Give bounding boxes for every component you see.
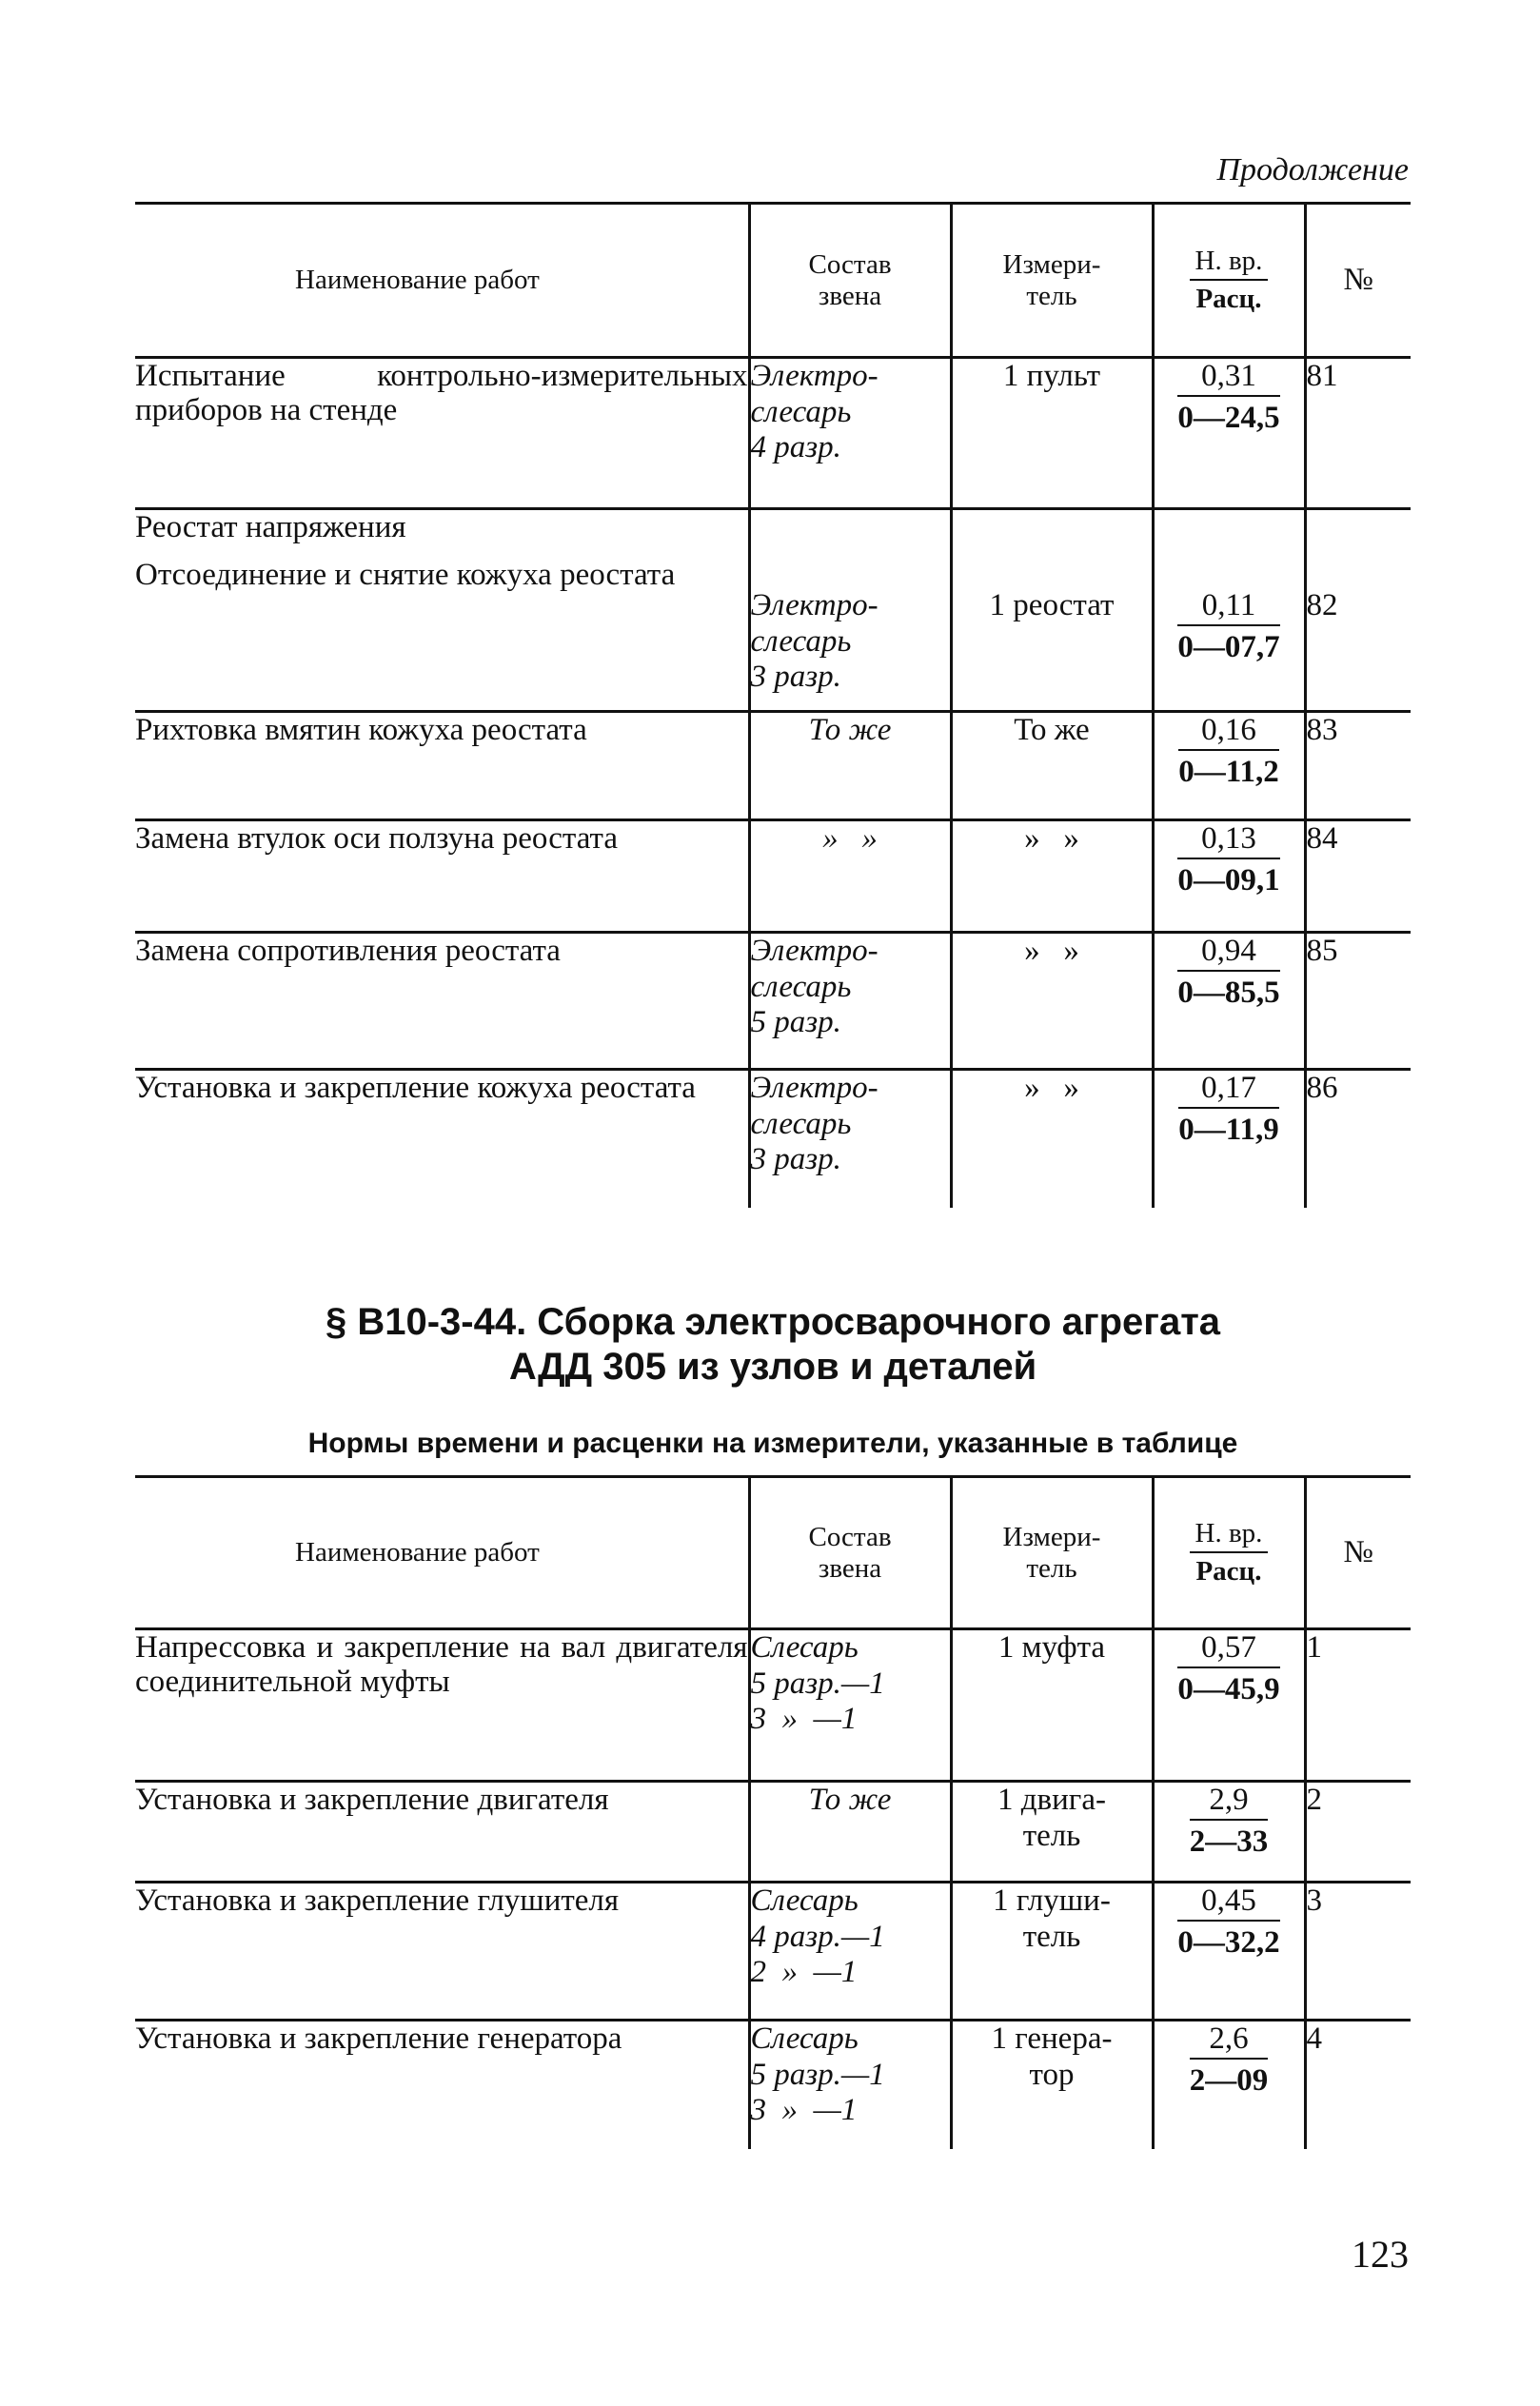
crew-line: 4 разр.—1	[750, 1919, 885, 1954]
measure-cell: » »	[951, 933, 1153, 1070]
norm-time: 0,16	[1178, 713, 1278, 751]
rate: 0—24,5	[1177, 401, 1280, 436]
section-title-line2: АДД 305 из узлов и деталей	[508, 1346, 1037, 1389]
header-measure-line2: тель	[1026, 1552, 1077, 1584]
norm-cell	[1153, 1883, 1305, 2021]
work-name: Установка и закрепление двигателя	[135, 1783, 609, 1817]
table-row	[135, 2021, 1411, 2149]
work-name: Установка и закрепление генератора	[135, 2021, 622, 2056]
norm-cell	[1153, 933, 1305, 1070]
header-work: Наименование работ	[295, 265, 540, 296]
crew-line: Электро-	[750, 588, 879, 622]
crew-line: Электро-	[750, 359, 879, 393]
crew-line: Слесарь	[750, 1630, 859, 1665]
measure-cell: » »	[951, 820, 1153, 933]
measure-cell	[951, 2021, 1153, 2149]
header-measure-line2: тель	[1026, 280, 1077, 311]
crew-cell	[749, 358, 951, 509]
header-crew-line1: Состав	[808, 1522, 892, 1553]
measure-line: 1 генера-	[991, 2021, 1113, 2056]
rate: 0—45,9	[1177, 1672, 1280, 1707]
header-crew	[749, 1477, 951, 1629]
header-crew-line1: Состав	[808, 249, 892, 281]
rate: 0—09,1	[1177, 863, 1280, 898]
norm-cell	[1153, 1070, 1305, 1208]
table-row	[135, 358, 1411, 509]
header-norm-time: Н. вр.	[1190, 1518, 1269, 1553]
work-cell	[135, 509, 749, 712]
table-header-row	[135, 1477, 1411, 1629]
table-row	[135, 1782, 1411, 1883]
crew-line: слесарь	[750, 1106, 852, 1141]
norm-time: 2,6	[1190, 2021, 1269, 2060]
crew-line: 3 » —1	[750, 1702, 858, 1737]
crew-line: Электро-	[750, 934, 879, 968]
row-number: 81	[1305, 358, 1411, 509]
measure-line: 1 глуши-	[993, 1883, 1111, 1918]
measure-cell: То же	[951, 712, 1153, 820]
header-crew	[749, 204, 951, 358]
rate: 0—11,2	[1178, 755, 1279, 790]
header-measure	[951, 204, 1153, 358]
table-header-row	[135, 204, 1411, 358]
norm-time: 2,9	[1190, 1783, 1269, 1821]
norm-cell	[1153, 358, 1305, 509]
work-name: Отсоединение и снятие кожуха реостата	[135, 558, 676, 593]
header-number: №	[1305, 204, 1411, 358]
norm-time: 0,11	[1177, 588, 1279, 626]
work-name: Замена сопротивления реостата	[135, 934, 561, 968]
header-norm-time: Н. вр.	[1190, 246, 1269, 281]
norm-cell	[1153, 712, 1305, 820]
work-name: Замена втулок оси ползуна реостата	[135, 821, 618, 856]
work-name: Установка и закрепление кожуха реостата	[135, 1071, 696, 1105]
row-number: 2	[1305, 1782, 1411, 1883]
rate: 0—11,9	[1178, 1113, 1279, 1148]
row-number: 82	[1305, 509, 1411, 712]
header-number: №	[1305, 1477, 1411, 1629]
measure-cell: » »	[951, 1070, 1153, 1208]
norm-cell	[1153, 509, 1305, 712]
table-row	[135, 820, 1411, 933]
crew-cell	[749, 2021, 951, 2149]
crew-line: 3 » —1	[750, 2093, 858, 2128]
header-rate: Расц.	[1195, 284, 1262, 315]
crew-line: Слесарь	[750, 1883, 859, 1918]
norm-cell	[1153, 820, 1305, 933]
crew-cell	[749, 1629, 951, 1782]
crew-line: Слесарь	[750, 2021, 859, 2056]
table-row	[135, 509, 1411, 712]
row-number: 84	[1305, 820, 1411, 933]
crew-line: 5 разр.—1	[750, 1666, 885, 1701]
header-work: Наименование работ	[295, 1537, 540, 1568]
norm-cell	[1153, 2021, 1305, 2149]
page-number: 123	[1352, 2233, 1409, 2276]
measure-cell	[951, 1782, 1153, 1883]
row-number: 85	[1305, 933, 1411, 1070]
work-norms-table-1	[135, 202, 1411, 1208]
section-title	[135, 1300, 1411, 1390]
header-measure-line1: Измери-	[1002, 249, 1101, 281]
table-row	[135, 1883, 1411, 2021]
rate: 0—85,5	[1177, 976, 1280, 1011]
row-number: 83	[1305, 712, 1411, 820]
crew-cell: То же	[749, 1782, 951, 1883]
norm-cell	[1153, 1782, 1305, 1883]
rate: 2—09	[1189, 2063, 1269, 2099]
header-measure	[951, 1477, 1153, 1629]
header-rate: Расц.	[1195, 1556, 1262, 1588]
crew-cell	[749, 933, 951, 1070]
work-name: Напрессовка и закрепление на вал двигателя соединительной муфты	[135, 1630, 748, 1700]
crew-line: слесарь	[750, 394, 852, 429]
crew-cell: То же	[749, 712, 951, 820]
crew-cell	[749, 509, 951, 712]
crew-line: 5 разр.	[750, 1005, 841, 1040]
section-title-line1: § В10-3-44. Сборка электросварочного агрегата	[325, 1301, 1221, 1343]
norm-time: 0,13	[1177, 821, 1279, 859]
row-number: 3	[1305, 1883, 1411, 2021]
crew-cell	[749, 1883, 951, 2021]
work-name: Установка и закрепление глушителя	[135, 1883, 620, 1918]
crew-line: Электро-	[750, 1071, 879, 1105]
crew-line: слесарь	[750, 623, 852, 659]
rate: 0—07,7	[1177, 630, 1280, 665]
norm-time: 0,45	[1177, 1883, 1279, 1922]
header-crew-line2: звена	[818, 280, 882, 311]
crew-line: 5 разр.—1	[750, 2057, 885, 2092]
row-number: 1	[1305, 1629, 1411, 1782]
crew-line: 2 » —1	[750, 1955, 858, 1990]
measure-cell	[951, 1883, 1153, 2021]
norm-time: 0,31	[1177, 359, 1279, 397]
norm-time: 0,17	[1178, 1071, 1278, 1109]
measure-line: 1 двига-	[997, 1783, 1106, 1817]
crew-cell	[749, 1070, 951, 1208]
measure-cell: 1 муфта	[951, 1629, 1153, 1782]
continued-label: Продолжение	[1216, 152, 1409, 187]
crew-line: 3 разр.	[750, 660, 841, 695]
work-name: Испытание контрольно-измерительных приборов на стенде	[135, 359, 748, 428]
row-number: 4	[1305, 2021, 1411, 2149]
norm-cell	[1153, 1629, 1305, 1782]
crew-line: 4 разр.	[750, 430, 841, 465]
section-subtitle: Нормы времени и расценки на измерители, указанные в таблице	[307, 1428, 1238, 1459]
crew-line: 3 разр.	[750, 1142, 841, 1177]
measure-line: тель	[1022, 1818, 1081, 1853]
header-norm	[1153, 204, 1305, 358]
crew-cell: » »	[749, 820, 951, 933]
measure-cell: 1 реостат	[951, 509, 1153, 712]
header-crew-line2: звена	[818, 1552, 882, 1584]
header-measure-line1: Измери-	[1002, 1522, 1101, 1553]
header-norm	[1153, 1477, 1305, 1629]
rate: 2—33	[1189, 1824, 1269, 1860]
norm-time: 0,94	[1177, 934, 1279, 972]
table-row	[135, 1070, 1411, 1208]
work-name: Рихтовка вмятин кожуха реостата	[135, 713, 587, 747]
table-row	[135, 933, 1411, 1070]
measure-line: тель	[1022, 1919, 1081, 1954]
measure-cell: 1 пульт	[951, 358, 1153, 509]
table-row	[135, 712, 1411, 820]
work-norms-table-2	[135, 1475, 1411, 2149]
measure-line: тор	[1029, 2057, 1075, 2092]
crew-line: слесарь	[750, 969, 852, 1004]
table-row	[135, 1629, 1411, 1782]
norm-time: 0,57	[1177, 1630, 1279, 1668]
rate: 0—32,2	[1177, 1925, 1280, 1961]
group-subheading: Реостат напряжения	[135, 510, 406, 544]
row-number: 86	[1305, 1070, 1411, 1208]
